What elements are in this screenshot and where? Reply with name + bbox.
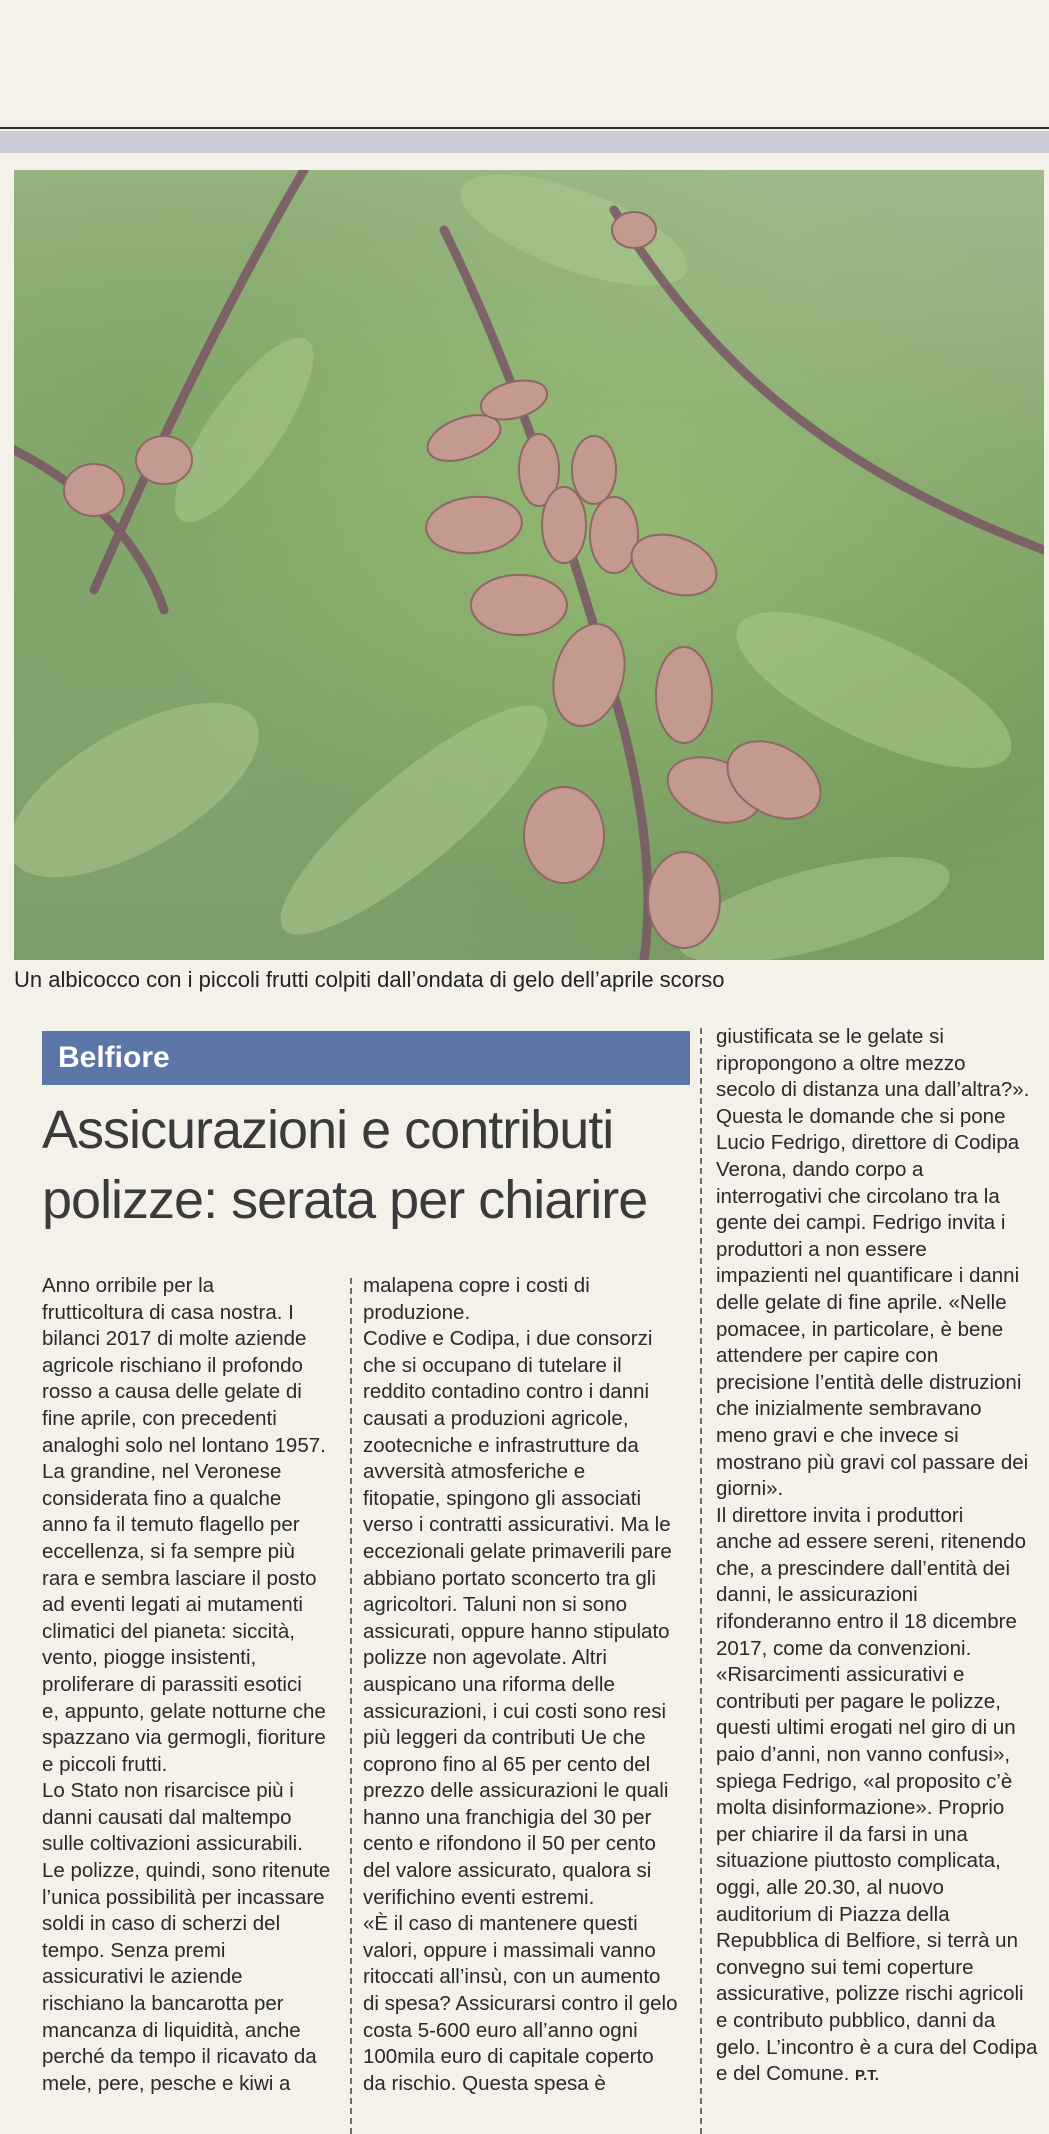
text-line: spiega Fedrigo, «al proposito c’è <box>716 1769 1013 1793</box>
column-divider <box>700 1028 702 2134</box>
text-line: pomacee, in particolare, è bene <box>716 1317 1004 1341</box>
text-line: abbiano portato sconcerto tra gli <box>363 1566 656 1590</box>
text-line: Repubblica di Belfiore, si terrà un <box>716 1929 1018 1953</box>
text-line: verso i contratti assicurativi. Ma le <box>363 1513 671 1537</box>
headline-line: polizze: serata per chiarire <box>42 1170 648 1230</box>
text-line: contributi per pagare le polizze, <box>716 1689 1001 1713</box>
text-line: hanno una franchigia del 30 per <box>363 1805 652 1829</box>
text-line: analoghi solo nel lontano 1957. <box>42 1433 326 1457</box>
text-line: rosso a causa delle gelate di <box>42 1380 302 1404</box>
text-line: gente dei campi. Fedrigo invita i <box>716 1211 1006 1235</box>
text-line: meno gravi e che invece si <box>716 1423 959 1447</box>
photo-caption: Un albicocco con i piccoli frutti colpiti dall’ondata di gelo dell’aprile scorso <box>14 967 725 992</box>
text-line: produzione. <box>363 1300 471 1324</box>
text-line: agricole rischiano il profondo <box>42 1353 303 1377</box>
text-line: mele, pere, pesche e kiwi a <box>42 2071 291 2095</box>
text-line: frutticoltura di casa nostra. I <box>42 1300 294 1324</box>
text-line-with-signature <box>716 2061 1041 2090</box>
text-line: danni causati dal maltempo <box>42 1805 292 1829</box>
text-line: assicurativi le aziende <box>42 1965 243 1989</box>
text-line: soldi in caso di scherzi del <box>42 1912 281 1936</box>
top-rule <box>0 127 1049 129</box>
text-line: bilanci 2017 di molte aziende <box>42 1327 307 1351</box>
text-line: precisione l’entità delle distruzioni <box>716 1370 1022 1394</box>
text-line: più leggeri da contributi Ue che <box>363 1726 646 1750</box>
text-line: da rischio. Questa spesa è <box>363 2071 606 2095</box>
text-line: eccezionali gelate primaverili pare <box>363 1539 672 1563</box>
text-line: Questa le domande che si pone <box>716 1104 1006 1128</box>
text-line: e contributo pubblico, danni da <box>716 2008 996 2032</box>
text-line: causati a produzioni agricole, <box>363 1406 629 1430</box>
article-column-3 <box>716 1024 1041 2090</box>
text-line: coprono fino al 65 per cento del <box>363 1752 651 1776</box>
text-line: 100mila euro di capitale coperto <box>363 2045 654 2069</box>
text-line: Il direttore invita i produttori <box>716 1503 964 1527</box>
text-line: Lo Stato non risarcisce più i <box>42 1779 294 1803</box>
text-line: tempo. Senza premi <box>42 1938 226 1962</box>
text-line: Codive e Codipa, i due consorzi <box>363 1327 653 1351</box>
text-line: che si occupano di tutelare il <box>363 1353 622 1377</box>
text-line: delle gelate di fine aprile. «Nelle <box>716 1290 1007 1314</box>
text-line: malapena copre i costi di <box>363 1274 590 1297</box>
text-line: Le polizze, quindi, sono ritenute <box>42 1859 331 1883</box>
text-line: rara e sembra lasciare il posto <box>42 1566 317 1590</box>
text-line: spazzano via germogli, fioriture <box>42 1726 326 1750</box>
text-line: valori, oppure i massimali vanno <box>363 1938 656 1962</box>
text-line: assicurati, oppure hanno stipulato <box>363 1619 670 1643</box>
text-line: auspicano una riforma delle <box>363 1672 615 1696</box>
section-label: Belfiore <box>58 1041 170 1074</box>
text-line: rifonderanno entro il 18 dicembre <box>716 1610 1017 1634</box>
top-band <box>0 131 1049 153</box>
text-line: mostrano più gravi col passare dei <box>716 1450 1029 1474</box>
section-band <box>42 1031 690 1085</box>
text-line: per chiarire il da farsi in una <box>716 1822 968 1846</box>
text-line: vento, piogge insistenti, <box>42 1646 257 1670</box>
article-column-1 <box>42 1273 342 2097</box>
text-line: fitopatie, spingono gli associati <box>363 1486 642 1510</box>
text-line: assicurative, polizze rischi agricoli <box>716 1982 1024 2006</box>
text-line: che inizialmente sembravano <box>716 1397 982 1421</box>
text-line: convegno sui temi coperture <box>716 1955 974 1979</box>
text-line: proliferare di parassiti esotici <box>42 1672 302 1696</box>
text-line: sulle coltivazioni assicurabili. <box>42 1832 303 1856</box>
text-line: Anno orribile per la <box>42 1274 215 1297</box>
text-line: anche ad essere sereni, ritenendo <box>716 1530 1026 1554</box>
text-line: assicurazioni, i cui costi sono resi <box>363 1699 667 1723</box>
text-line: oggi, alle 20.30, al nuovo <box>716 1876 944 1899</box>
headline-line: Assicurazioni e contributi <box>42 1100 614 1160</box>
text-line: giustificata se le gelate si <box>716 1025 944 1048</box>
text-line: ripropongono a oltre mezzo <box>716 1051 966 1075</box>
text-line: 2017, come da convenzioni. <box>716 1636 972 1660</box>
column-divider <box>350 1278 352 2134</box>
text-line: anno fa il temuto flagello per <box>42 1513 300 1537</box>
text-line: cento e rifondono il 50 per cento <box>363 1832 656 1856</box>
text-line: considerata fino a qualche <box>42 1486 282 1510</box>
text-line: reddito contadino contro i danni <box>363 1380 650 1404</box>
text-line: che, a prescindere dall’entità dei <box>716 1556 1011 1580</box>
text-line: gelo. L’incontro è a cura del Codipa <box>716 2035 1038 2059</box>
author-signature: P.T. <box>855 2067 879 2085</box>
text-line: interrogativi che circolano tra la <box>716 1184 1000 1208</box>
text-line: rischiano la bancarotta per <box>42 1992 284 2016</box>
text-line: situazione piuttosto complicata, <box>716 1849 1001 1873</box>
text-line: di spesa? Assicurarsi contro il gelo <box>363 1992 678 2016</box>
text-line: agricoltori. Taluni non si sono <box>363 1593 627 1617</box>
text-line: eccellenza, si fa sempre più <box>42 1539 295 1563</box>
text-line: perché da tempo il ricavato da <box>42 2045 317 2069</box>
text-line: attendere per capire con <box>716 1344 939 1368</box>
text-line: e del Comune. <box>716 2062 850 2086</box>
text-line: polizze non agevolate. Altri <box>363 1646 607 1670</box>
text-line: produttori a non essere <box>716 1237 927 1261</box>
text-line: Verona, dando corpo a <box>716 1157 924 1181</box>
text-line: auditorium di Piazza della <box>716 1902 950 1926</box>
text-line: e, appunto, gelate notturne che <box>42 1699 326 1723</box>
text-line: «Risarcimenti assicurativi e <box>716 1663 965 1687</box>
text-line: mancanza di liquidità, anche <box>42 2018 301 2042</box>
headline <box>42 1095 692 1235</box>
text-line: zootecniche e infrastrutture da <box>363 1433 639 1457</box>
text-line: costa 5-600 euro all’anno ogni <box>363 2018 638 2042</box>
text-line: secolo di distanza una dall’altra?». <box>716 1078 1030 1102</box>
text-line: molta disinformazione». Proprio <box>716 1796 1005 1820</box>
article-column-2 <box>363 1273 683 2097</box>
text-line: ad eventi legati ai mutamenti <box>42 1593 303 1617</box>
text-line: ritoccati all’insù, con un aumento <box>363 1965 661 1989</box>
text-line: «È il caso di mantenere questi <box>363 1912 638 1936</box>
text-line: questi ultimi erogati nel giro di un <box>716 1716 1016 1740</box>
text-line: fine aprile, con precedenti <box>42 1406 277 1430</box>
text-line: verifichino eventi estremi. <box>363 1885 595 1909</box>
text-line: paio d’anni, non vanno confusi», <box>716 1743 1011 1767</box>
text-line: l’unica possibilità per incassare <box>42 1885 325 1909</box>
text-line: impazienti nel quantificare i danni <box>716 1264 1020 1288</box>
text-line: avversità atmosferiche e <box>363 1460 586 1484</box>
apricot-branch-photo <box>14 170 1044 960</box>
text-line: La grandine, nel Veronese <box>42 1460 282 1484</box>
text-line: climatici del pianeta: siccità, <box>42 1619 295 1643</box>
text-line: danni, le assicurazioni <box>716 1583 918 1607</box>
text-line: Lucio Fedrigo, direttore di Codipa <box>716 1131 1020 1155</box>
text-line: del valore assicurato, qualora si <box>363 1859 652 1883</box>
text-line: prezzo delle assicurazioni le quali <box>363 1779 669 1803</box>
photo-illustration <box>14 170 1044 960</box>
text-line: e piccoli frutti. <box>42 1752 168 1776</box>
text-line: giorni». <box>716 1477 784 1501</box>
